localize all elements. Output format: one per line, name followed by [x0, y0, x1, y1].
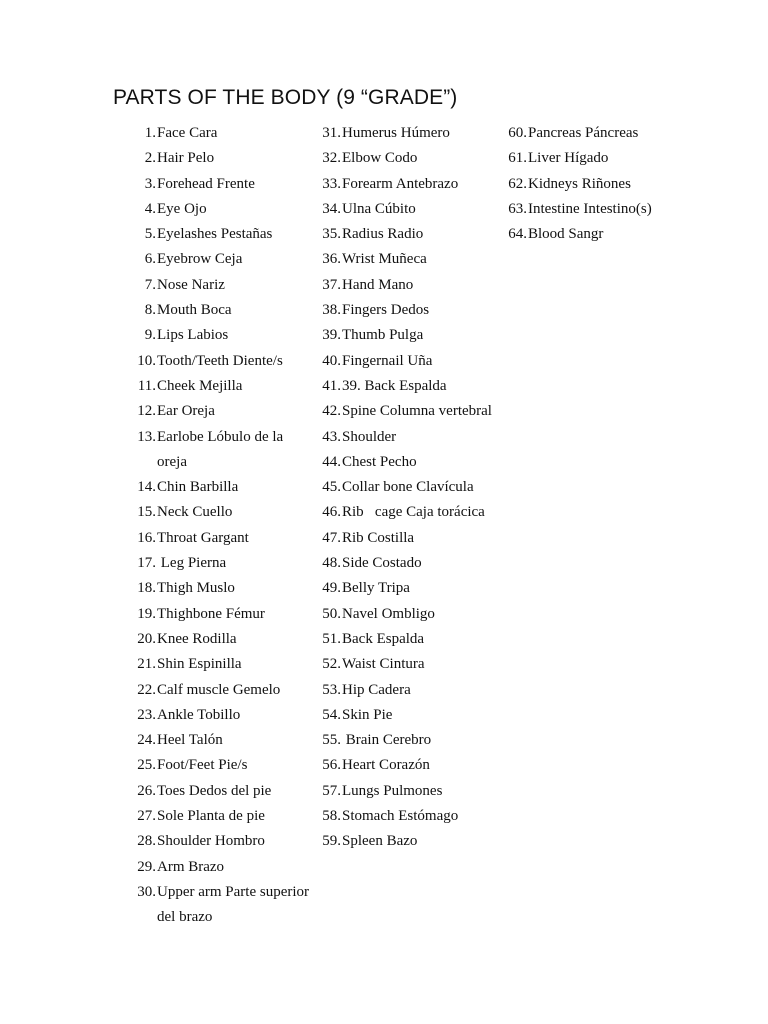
item-number: 46. [322, 504, 341, 521]
list-item [124, 121, 310, 146]
item-text: Pancreas Páncreas [528, 125, 639, 141]
list-item [310, 323, 498, 348]
list-item [310, 399, 498, 424]
item-number: 4. [144, 200, 156, 217]
list-item [310, 753, 498, 778]
list-item [124, 374, 310, 399]
item-text: Calf muscle Gemelo [157, 681, 281, 698]
item-number: 41. [322, 377, 341, 394]
item-number: 21. [137, 656, 156, 673]
item-text: Liver Hígado [528, 150, 609, 167]
item-number: 29. [137, 858, 156, 875]
item-text: Back Espalda [342, 630, 425, 647]
list-item [310, 703, 498, 728]
list-item [310, 602, 498, 627]
item-text: Navel Ombligo [342, 605, 435, 622]
item-text: Radius Radio [342, 226, 424, 243]
item-number: 25. [137, 757, 156, 774]
item-text: Belly Tripa [342, 580, 410, 597]
item-number: 34. [322, 200, 341, 217]
item-text: Humerus Húmero [342, 125, 450, 141]
item-text: Nose Nariz [157, 276, 225, 293]
item-number: 50. [322, 605, 341, 622]
list-item [124, 172, 310, 197]
item-text: Lungs Pulmones [342, 782, 443, 799]
item-text: Lips Labios [157, 327, 229, 344]
item-text: Thigh Muslo [157, 580, 235, 597]
list-item [310, 298, 498, 323]
item-number: 39. [322, 327, 341, 344]
item-number: 5. [144, 226, 156, 243]
item-number: 35. [322, 226, 341, 243]
list-item [496, 146, 696, 171]
list-item [310, 172, 498, 197]
item-number: 60. [508, 125, 527, 141]
list-item [310, 374, 498, 399]
item-number: 43. [322, 428, 341, 445]
list-item [124, 273, 310, 298]
list-item [124, 779, 310, 804]
list-item [310, 349, 498, 374]
list-item [310, 197, 498, 222]
item-number: 55. [322, 732, 341, 749]
item-number: 7. [144, 276, 156, 293]
item-text: Shoulder Hombro [157, 833, 265, 850]
list-item [124, 602, 310, 627]
item-text: Cheek Mejilla [157, 377, 243, 394]
list-item [310, 779, 498, 804]
item-text: Face Cara [157, 125, 218, 141]
list-item [124, 880, 313, 931]
item-text: Chest Pecho [342, 453, 417, 470]
item-text: Foot/Feet Pie/s [157, 757, 248, 774]
list-item [496, 121, 696, 146]
item-text: Forearm Antebrazo [342, 175, 459, 192]
item-number: 6. [144, 251, 156, 268]
list-item [496, 222, 696, 247]
list-item [124, 576, 310, 601]
item-number: 61. [508, 150, 527, 167]
item-number: 1. [144, 125, 156, 141]
list-item [124, 728, 310, 753]
list-item [124, 703, 310, 728]
item-text: Hip Cadera [342, 681, 411, 698]
item-number: 37. [322, 276, 341, 293]
item-text: Fingers Dedos [342, 302, 430, 319]
item-text: Heart Corazón [342, 757, 430, 774]
item-text: Wrist Muñeca [342, 251, 427, 268]
item-text: Throat Gargant [157, 529, 249, 546]
list-item [310, 576, 498, 601]
item-number: 33. [322, 175, 341, 192]
item-text: Ulna Cúbito [342, 200, 416, 217]
item-number: 26. [137, 782, 156, 799]
item-number: 45. [322, 479, 341, 496]
item-text: Earlobe Lóbulo de la oreja [157, 428, 287, 470]
list-item [124, 627, 310, 652]
item-number: 49. [322, 580, 341, 597]
page-title: PARTS OF THE BODY (9 “GRADE”) [113, 86, 458, 109]
item-number: 57. [322, 782, 341, 799]
item-text: Waist Cintura [342, 656, 425, 673]
list-item [310, 728, 498, 753]
item-number: 47. [322, 529, 341, 546]
list-item [310, 247, 498, 272]
item-text: Spine Columna vertebral [342, 403, 492, 420]
list-item [124, 425, 310, 476]
list-item [124, 323, 310, 348]
item-number: 19. [137, 605, 156, 622]
item-number: 22. [137, 681, 156, 698]
item-text: Tooth/Teeth Diente/s [157, 352, 283, 369]
item-number: 38. [322, 302, 341, 319]
list-item [310, 627, 498, 652]
list-item [310, 526, 498, 551]
list-item [310, 475, 498, 500]
item-text: Kidneys Riñones [528, 175, 631, 192]
item-text: Neck Cuello [157, 504, 233, 521]
list-item [496, 172, 696, 197]
item-number: 17. [137, 555, 156, 572]
item-text: Eye Ojo [157, 200, 207, 217]
item-number: 44. [322, 453, 341, 470]
list-item [310, 425, 498, 450]
item-number: 14. [137, 479, 156, 496]
item-text: Hair Pelo [157, 150, 215, 167]
item-number: 8. [144, 302, 156, 319]
list-item [310, 273, 498, 298]
list-item [124, 475, 310, 500]
list-item [124, 247, 310, 272]
item-number: 30. [137, 883, 156, 900]
item-number: 59. [322, 833, 341, 850]
list-item [310, 500, 498, 525]
item-number: 63. [508, 200, 527, 217]
item-text: Mouth Boca [157, 302, 232, 319]
item-text: Arm Brazo [157, 858, 225, 875]
list-item [310, 678, 498, 703]
item-text: Chin Barbilla [157, 479, 239, 496]
item-number: 18. [137, 580, 156, 597]
list-item [124, 829, 310, 854]
item-number: 28. [137, 833, 156, 850]
item-text: Elbow Codo [342, 150, 418, 167]
list-item [124, 855, 310, 880]
list-item [124, 652, 310, 677]
list-item [124, 551, 310, 576]
item-text: Eyelashes Pestañas [157, 226, 273, 243]
item-text: Heel Talón [157, 732, 223, 749]
item-text: Ankle Tobillo [157, 706, 241, 723]
item-text: Sole Planta de pie [157, 808, 265, 825]
item-number: 40. [322, 352, 341, 369]
list-item [310, 804, 498, 829]
item-number: 13. [137, 428, 156, 445]
item-text: Spleen Bazo [342, 833, 418, 850]
list-item [124, 399, 310, 424]
list-item [310, 829, 498, 854]
item-text: Thighbone Fémur [157, 605, 265, 622]
item-text: Stomach Estómago [342, 808, 459, 825]
list-item [310, 121, 498, 146]
item-text: Intestine Intestino(s) [528, 200, 652, 217]
list-item [124, 678, 310, 703]
item-number: 36. [322, 251, 341, 268]
item-text: Side Costado [342, 555, 422, 572]
item-text: Toes Dedos del pie [157, 782, 272, 799]
item-number: 53. [322, 681, 341, 698]
item-number: 12. [137, 403, 156, 420]
list-item [124, 222, 310, 247]
list-item [310, 146, 498, 171]
item-number: 48. [322, 555, 341, 572]
item-number: 23. [137, 706, 156, 723]
item-text: Forehead Frente [157, 175, 255, 192]
item-number: 16. [137, 529, 156, 546]
item-number: 58. [322, 808, 341, 825]
item-text: Skin Pie [342, 706, 393, 723]
item-number: 11. [137, 377, 156, 394]
item-number: 32. [322, 150, 341, 167]
item-text: Rib cage Caja torácica [342, 504, 485, 521]
item-number: 27. [137, 808, 156, 825]
item-number: 9. [144, 327, 156, 344]
list-item [496, 197, 696, 222]
item-text: Shoulder [342, 428, 397, 445]
list-item [310, 551, 498, 576]
item-text: Rib Costilla [342, 529, 415, 546]
list-column-3 [496, 121, 696, 247]
list-column-1 [124, 121, 313, 931]
item-number: 24. [137, 732, 156, 749]
list-item [310, 222, 498, 247]
item-number: 64. [508, 226, 527, 243]
item-text: Knee Rodilla [157, 630, 237, 647]
item-number: 2. [144, 150, 156, 167]
item-text: 39. Back Espalda [342, 377, 447, 394]
item-number: 51. [322, 630, 341, 647]
item-number: 54. [322, 706, 341, 723]
item-number: 20. [137, 630, 156, 647]
item-text: Shin Espinilla [157, 656, 242, 673]
list-column-2 [310, 121, 498, 855]
list-item [124, 298, 310, 323]
item-number: 31. [322, 125, 341, 141]
list-item [124, 500, 310, 525]
item-number: 62. [508, 175, 527, 192]
list-item [124, 146, 310, 171]
item-number: 52. [322, 656, 341, 673]
list-item [124, 804, 310, 829]
list-item [124, 753, 310, 778]
list-item [124, 526, 310, 551]
item-text: Hand Mano [342, 276, 414, 293]
list-item [124, 349, 310, 374]
list-item [124, 197, 310, 222]
item-number: 3. [144, 175, 156, 192]
item-number: 15. [137, 504, 156, 521]
list-item [310, 652, 498, 677]
item-number: 56. [322, 757, 341, 774]
item-text: Thumb Pulga [342, 327, 424, 344]
item-text: Collar bone Clavícula [342, 479, 474, 496]
item-text: Eyebrow Ceja [157, 251, 243, 268]
item-text: Leg Pierna [157, 555, 227, 572]
item-number: 10. [137, 352, 156, 369]
item-text: Brain Cerebro [342, 732, 432, 749]
item-text: Ear Oreja [157, 403, 215, 420]
item-text: Fingernail Uña [342, 352, 433, 369]
item-text: Upper arm Parte superior del brazo [157, 883, 313, 926]
item-text: Blood Sangr [528, 226, 604, 243]
item-number: 42. [322, 403, 341, 420]
list-item [310, 450, 498, 475]
